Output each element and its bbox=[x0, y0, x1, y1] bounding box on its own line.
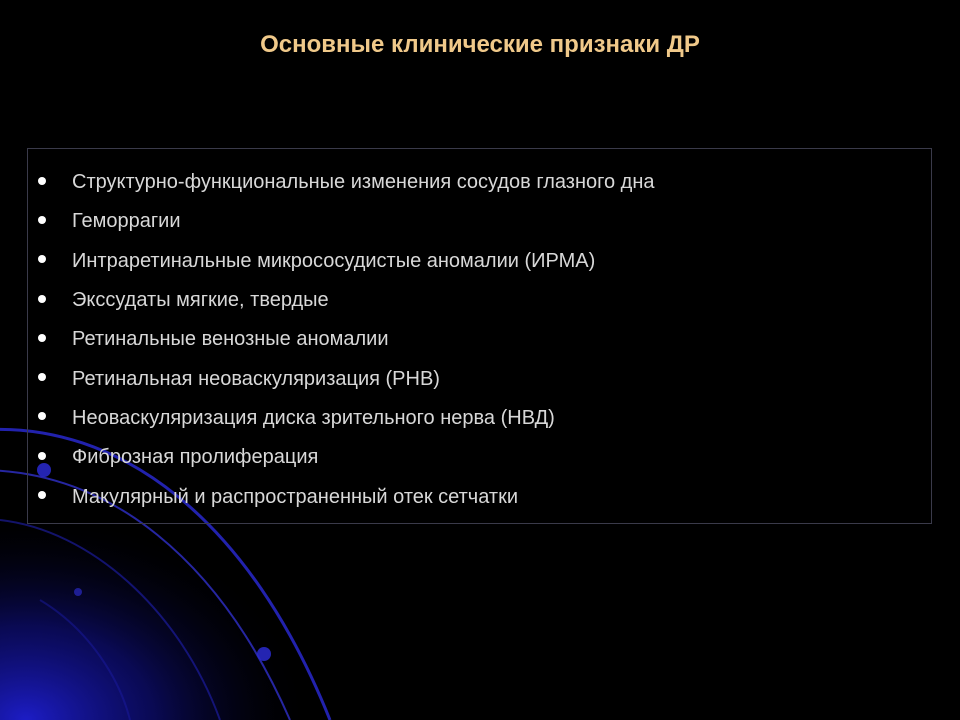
list-item bbox=[28, 359, 931, 398]
list-item bbox=[28, 281, 931, 320]
list-item bbox=[28, 399, 931, 438]
bullet-list bbox=[28, 163, 931, 517]
slide-title: Основные клинические признаки ДР bbox=[260, 31, 700, 58]
bullet-dot-icon bbox=[38, 255, 46, 263]
list-item-text: Интраретинальные микрососудистые аномалии (ИРМА) bbox=[72, 249, 596, 272]
list-item-text: Структурно-функциональные изменения сосудов глазного дна bbox=[72, 171, 655, 194]
list-item-text: Ретинальные венозные аномалии bbox=[72, 328, 389, 351]
list-item bbox=[28, 438, 931, 477]
list-item bbox=[28, 477, 931, 516]
list-item-text: Экссудаты мягкие, твердые bbox=[72, 289, 329, 312]
list-item bbox=[28, 320, 931, 359]
list-item-text: Неоваскуляризация диска зрительного нерва (НВД) bbox=[72, 406, 555, 429]
list-item bbox=[28, 242, 931, 281]
content-box bbox=[27, 148, 932, 524]
bullet-dot-icon bbox=[38, 491, 46, 499]
bullet-dot-icon bbox=[38, 177, 46, 185]
bullet-dot-icon bbox=[38, 334, 46, 342]
list-item-text: Фиброзная пролиферация bbox=[72, 446, 319, 469]
bullet-dot-icon bbox=[38, 373, 46, 381]
list-item bbox=[28, 163, 931, 202]
list-item bbox=[28, 202, 931, 241]
list-item-text: Макулярный и распространенный отек сетчатки bbox=[72, 485, 518, 508]
bullet-dot-icon bbox=[38, 452, 46, 460]
bullet-dot-icon bbox=[38, 412, 46, 420]
list-item-text: Геморрагии bbox=[72, 210, 181, 233]
list-item-text: Ретинальная неоваскуляризация (РНВ) bbox=[72, 367, 440, 390]
bullet-dot-icon bbox=[38, 295, 46, 303]
bullet-dot-icon bbox=[38, 216, 46, 224]
